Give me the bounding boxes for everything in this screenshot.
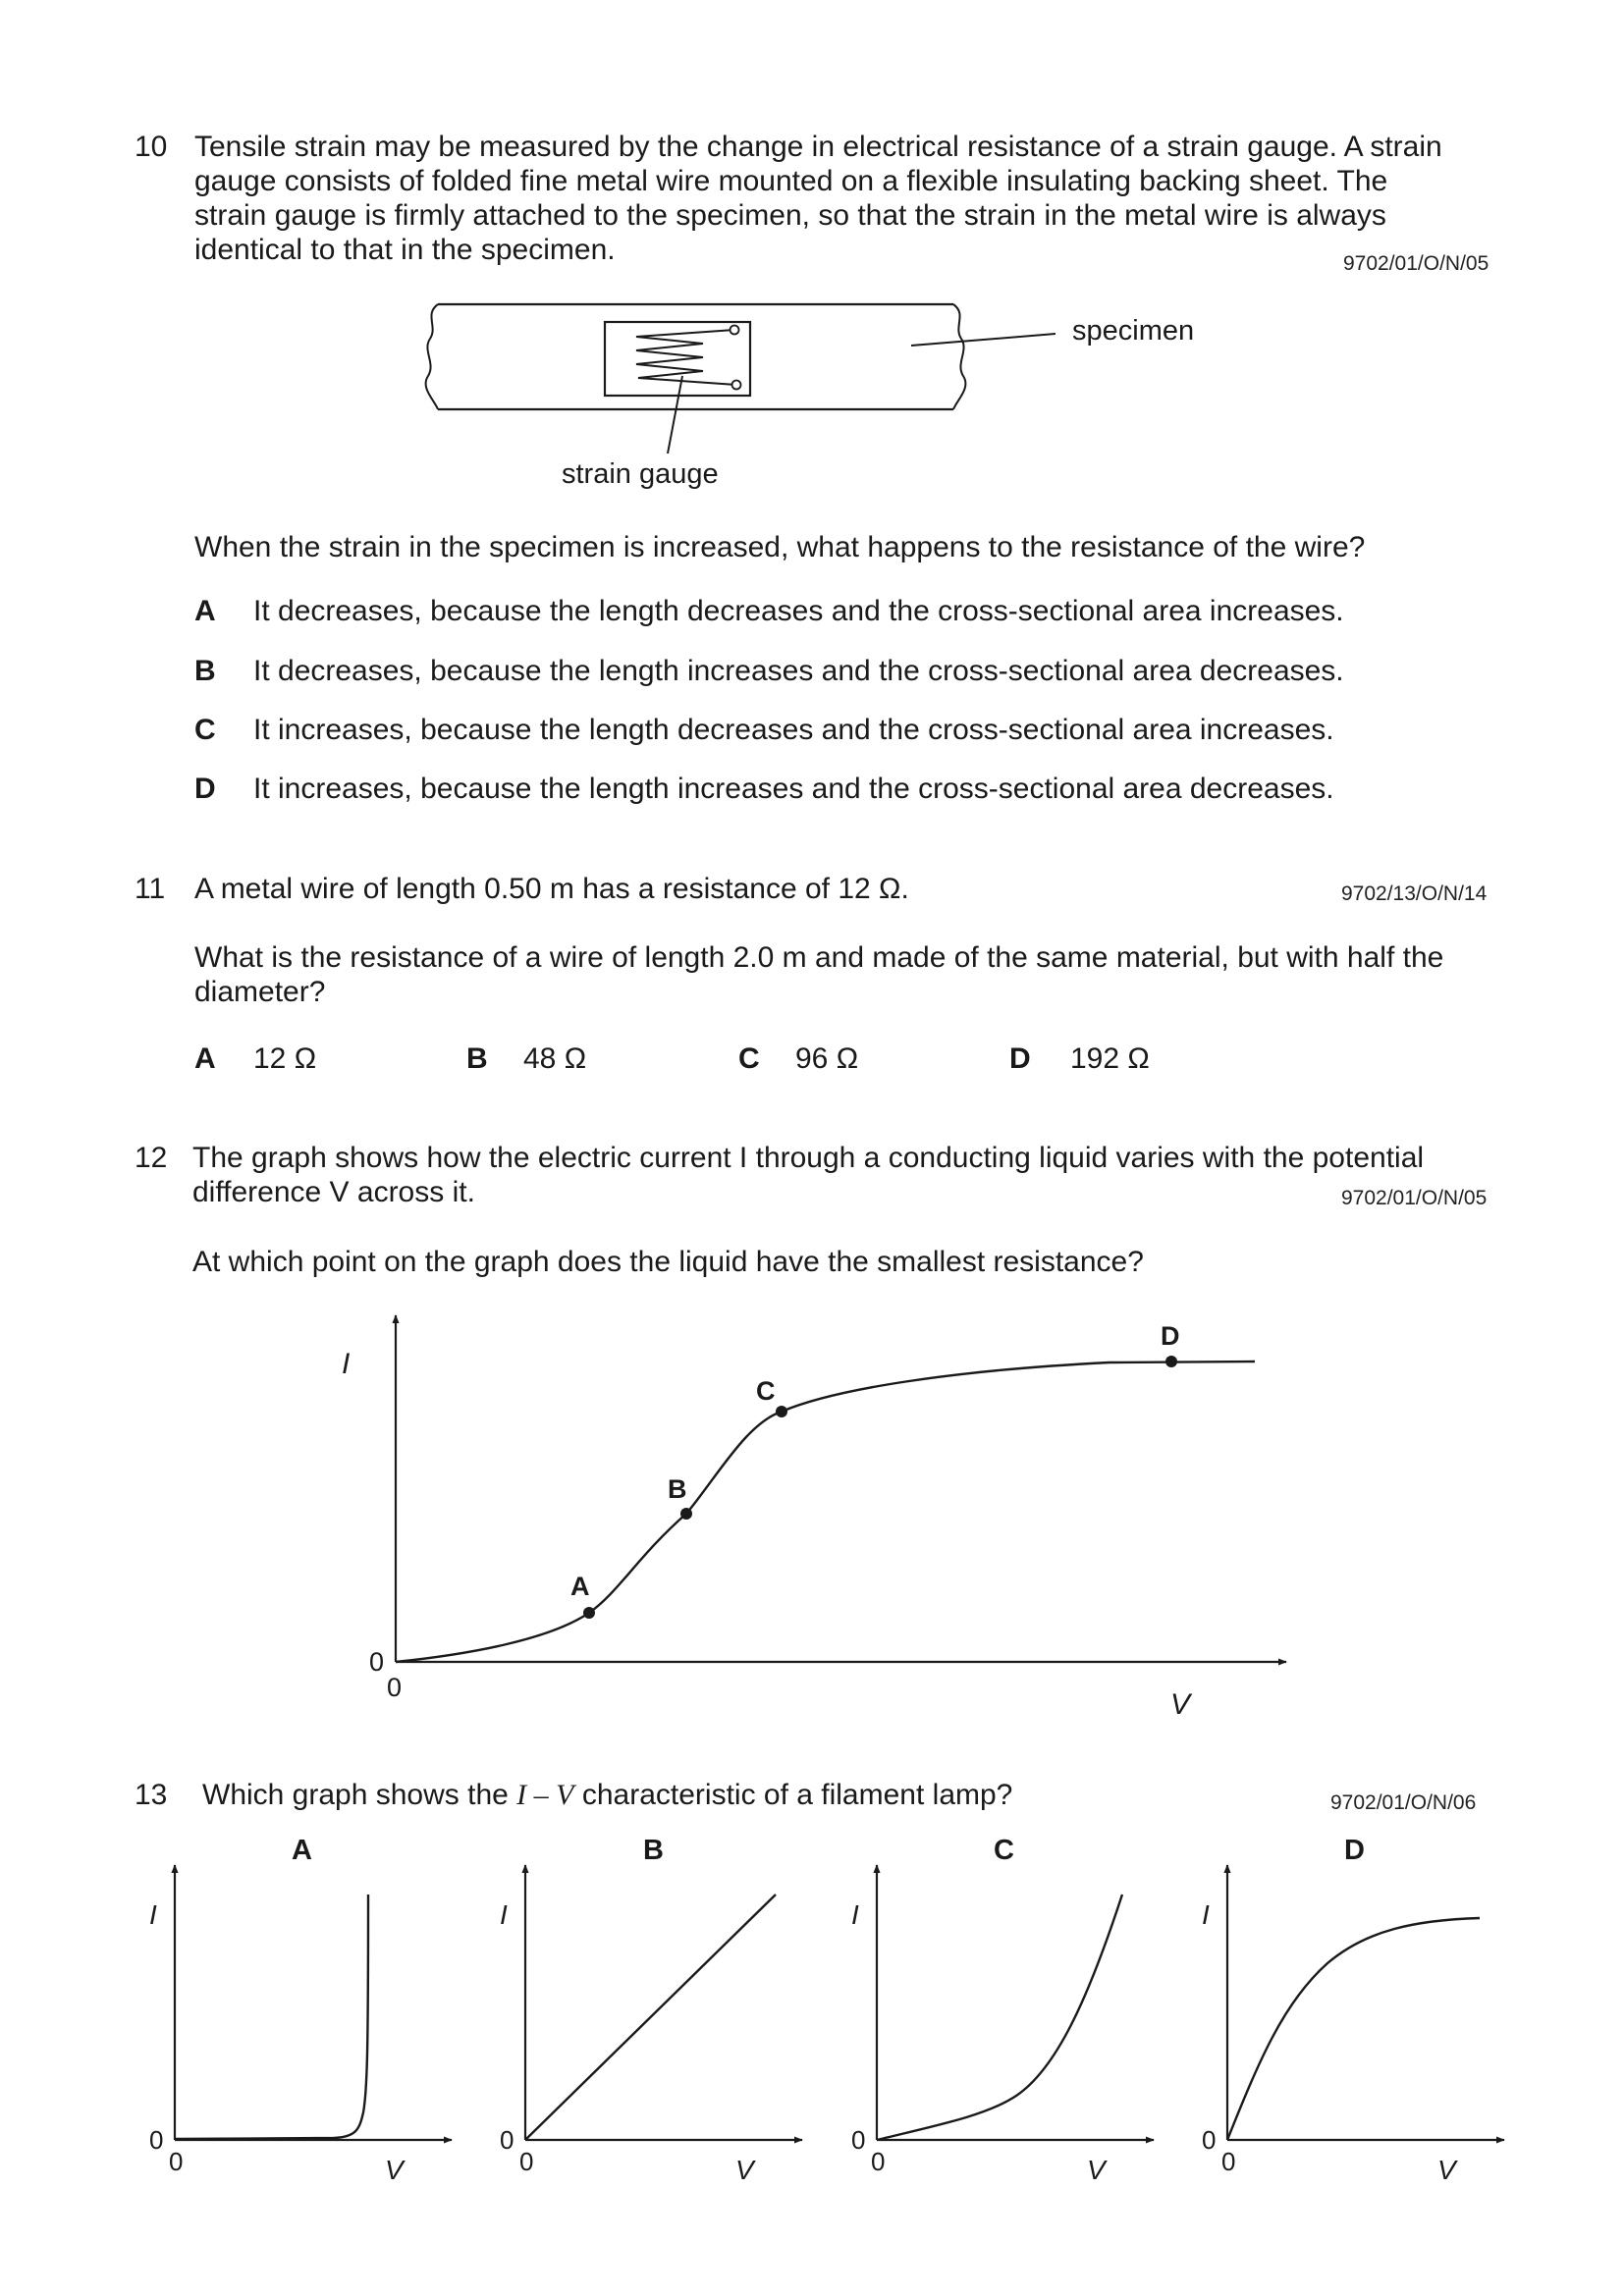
option-letter: A [194,595,216,627]
q12-reference: 9702/01/O/N/05 [1341,1187,1488,1209]
y-origin-label: 0 [369,1647,385,1677]
q11-option-d-letter: D [1009,1042,1031,1075]
y-axis-label: I [500,1899,508,1930]
point-b-label: B [668,1474,687,1504]
point-c-label: C [756,1376,776,1406]
option-letter: B [194,655,216,687]
q13-graph-b-title: B [643,1835,664,1866]
q10-number: 10 [135,131,168,163]
q11-option-b-text: 48 Ω [523,1042,587,1075]
y-axis-label: I [149,1899,157,1930]
option-letter: C [194,714,216,746]
x-origin-label: 0 [871,2147,886,2176]
specimen-label: specimen [1072,315,1195,347]
q13-graph-d [1180,1855,1514,2189]
q13-graph-c [830,1855,1164,2189]
q10-option-c [194,714,216,747]
x-origin-label: 0 [169,2147,184,2176]
q10-stem-line3: strain gauge is firmly attached to the specimen, so that the strain in the metal wire is always [194,199,1386,232]
q10-option-d-text: It increases, because the length increases and the cross-sectional area decreases. [253,773,1334,805]
q13-question [202,1778,1012,1812]
strain-gauge-diagram [412,290,1257,496]
q12-current-voltage-graph [324,1306,1306,1728]
q11-question-line2: diameter? [194,976,326,1008]
y-origin-label: 0 [149,2125,164,2155]
q10-stem-line2: gauge consists of folded fine metal wire mounted on a flexible insulating backing sheet. The [194,165,1388,197]
q12-stem-line2: difference V across it. [192,1176,475,1208]
q11-number: 11 [135,873,166,905]
q13-reference: 9702/01/O/N/06 [1330,1791,1477,1814]
q13-graph-d-title: D [1344,1835,1365,1866]
q13-question-pre: Which graph shows the [202,1779,509,1811]
q13-question-post: characteristic of a filament lamp? [581,1779,1013,1811]
option-letter: D [194,773,216,805]
x-axis-label: V [1437,2155,1456,2185]
q10-option-b [194,655,216,688]
y-axis-label: I [1202,1899,1210,1930]
point-c-marker [776,1406,787,1417]
q11-option-c-text: 96 Ω [795,1042,859,1075]
curve-b [525,1895,776,2140]
q11-option-b-letter: B [466,1042,488,1075]
q13-number: 13 [135,1779,168,1811]
gauge-leader-line [668,376,682,454]
specimen-leader-line [911,334,1056,346]
q11-option-d-text: 192 Ω [1070,1042,1150,1075]
curve-a [175,1895,368,2139]
point-a-marker [583,1607,595,1619]
specimen-right-break [953,304,965,409]
q10-option-a [194,595,216,628]
y-axis-label: I [342,1348,351,1380]
curve-c [877,1895,1122,2140]
q10-option-c-text: It increases, because the length decreases and the cross-sectional area increases. [253,714,1334,746]
y-origin-label: 0 [500,2125,514,2155]
strain-gauge-label: strain gauge [562,458,719,490]
q10-option-b-text: It decreases, because the length increases and the cross-sectional area decreases. [253,655,1344,687]
gauge-terminal-bottom [732,381,741,390]
x-axis-label: V [1087,2155,1106,2185]
q11-reference: 9702/13/O/N/14 [1341,882,1488,905]
q13-graph-b [478,1855,812,2189]
q11-option-c-letter: C [738,1042,760,1075]
specimen-left-break [426,304,438,409]
q11-question-line1: What is the resistance of a wire of length 2.0 m and made of the same material, but with half the [194,941,1444,974]
point-b-marker [680,1508,692,1520]
point-d-marker [1165,1356,1177,1367]
x-axis-label: V [735,2155,754,2185]
point-a-label: A [570,1572,590,1601]
gauge-folded-wire [636,330,736,385]
y-origin-label: 0 [1202,2125,1217,2155]
q10-question: When the strain in the specimen is increased, what happens to the resistance of the wire? [194,531,1366,563]
q11-option-a-text: 12 Ω [253,1042,317,1075]
q13-graph-a-title: A [292,1835,312,1866]
q10-option-d [194,773,216,806]
x-axis-label: V [385,2155,404,2185]
q10-option-a-text: It decreases, because the length decreases and the cross-sectional area increases. [253,595,1344,627]
y-origin-label: 0 [851,2125,866,2155]
q12-number: 12 [135,1142,168,1174]
q12-stem-line1: The graph shows how the electric current I through a conducting liquid varies with the potential [192,1142,1425,1174]
x-origin-label: 0 [387,1673,403,1702]
gauge-terminal-top [731,326,739,335]
x-origin-label: 0 [1221,2147,1236,2176]
q13-graph-a [128,1855,461,2189]
point-d-label: D [1161,1321,1180,1351]
q11-stem: A metal wire of length 0.50 m has a resistance of 12 Ω. [194,873,909,905]
q10-stem-line4: identical to that in the specimen. [194,234,616,266]
x-axis-label: V [1170,1688,1191,1721]
curve-d [1227,1918,1480,2140]
q13-question-var: I – V [516,1779,574,1811]
y-axis-label: I [851,1899,859,1930]
x-origin-label: 0 [519,2147,534,2176]
q11-option-a-letter: A [194,1042,216,1075]
q10-reference: 9702/01/O/N/05 [1343,252,1489,275]
iv-curve [396,1362,1255,1662]
q10-stem-line1: Tensile strain may be measured by the change in electrical resistance of a strain gauge. A strain [194,131,1442,163]
q13-graph-c-title: C [994,1835,1014,1866]
q12-question: At which point on the graph does the liquid have the smallest resistance? [192,1246,1144,1278]
